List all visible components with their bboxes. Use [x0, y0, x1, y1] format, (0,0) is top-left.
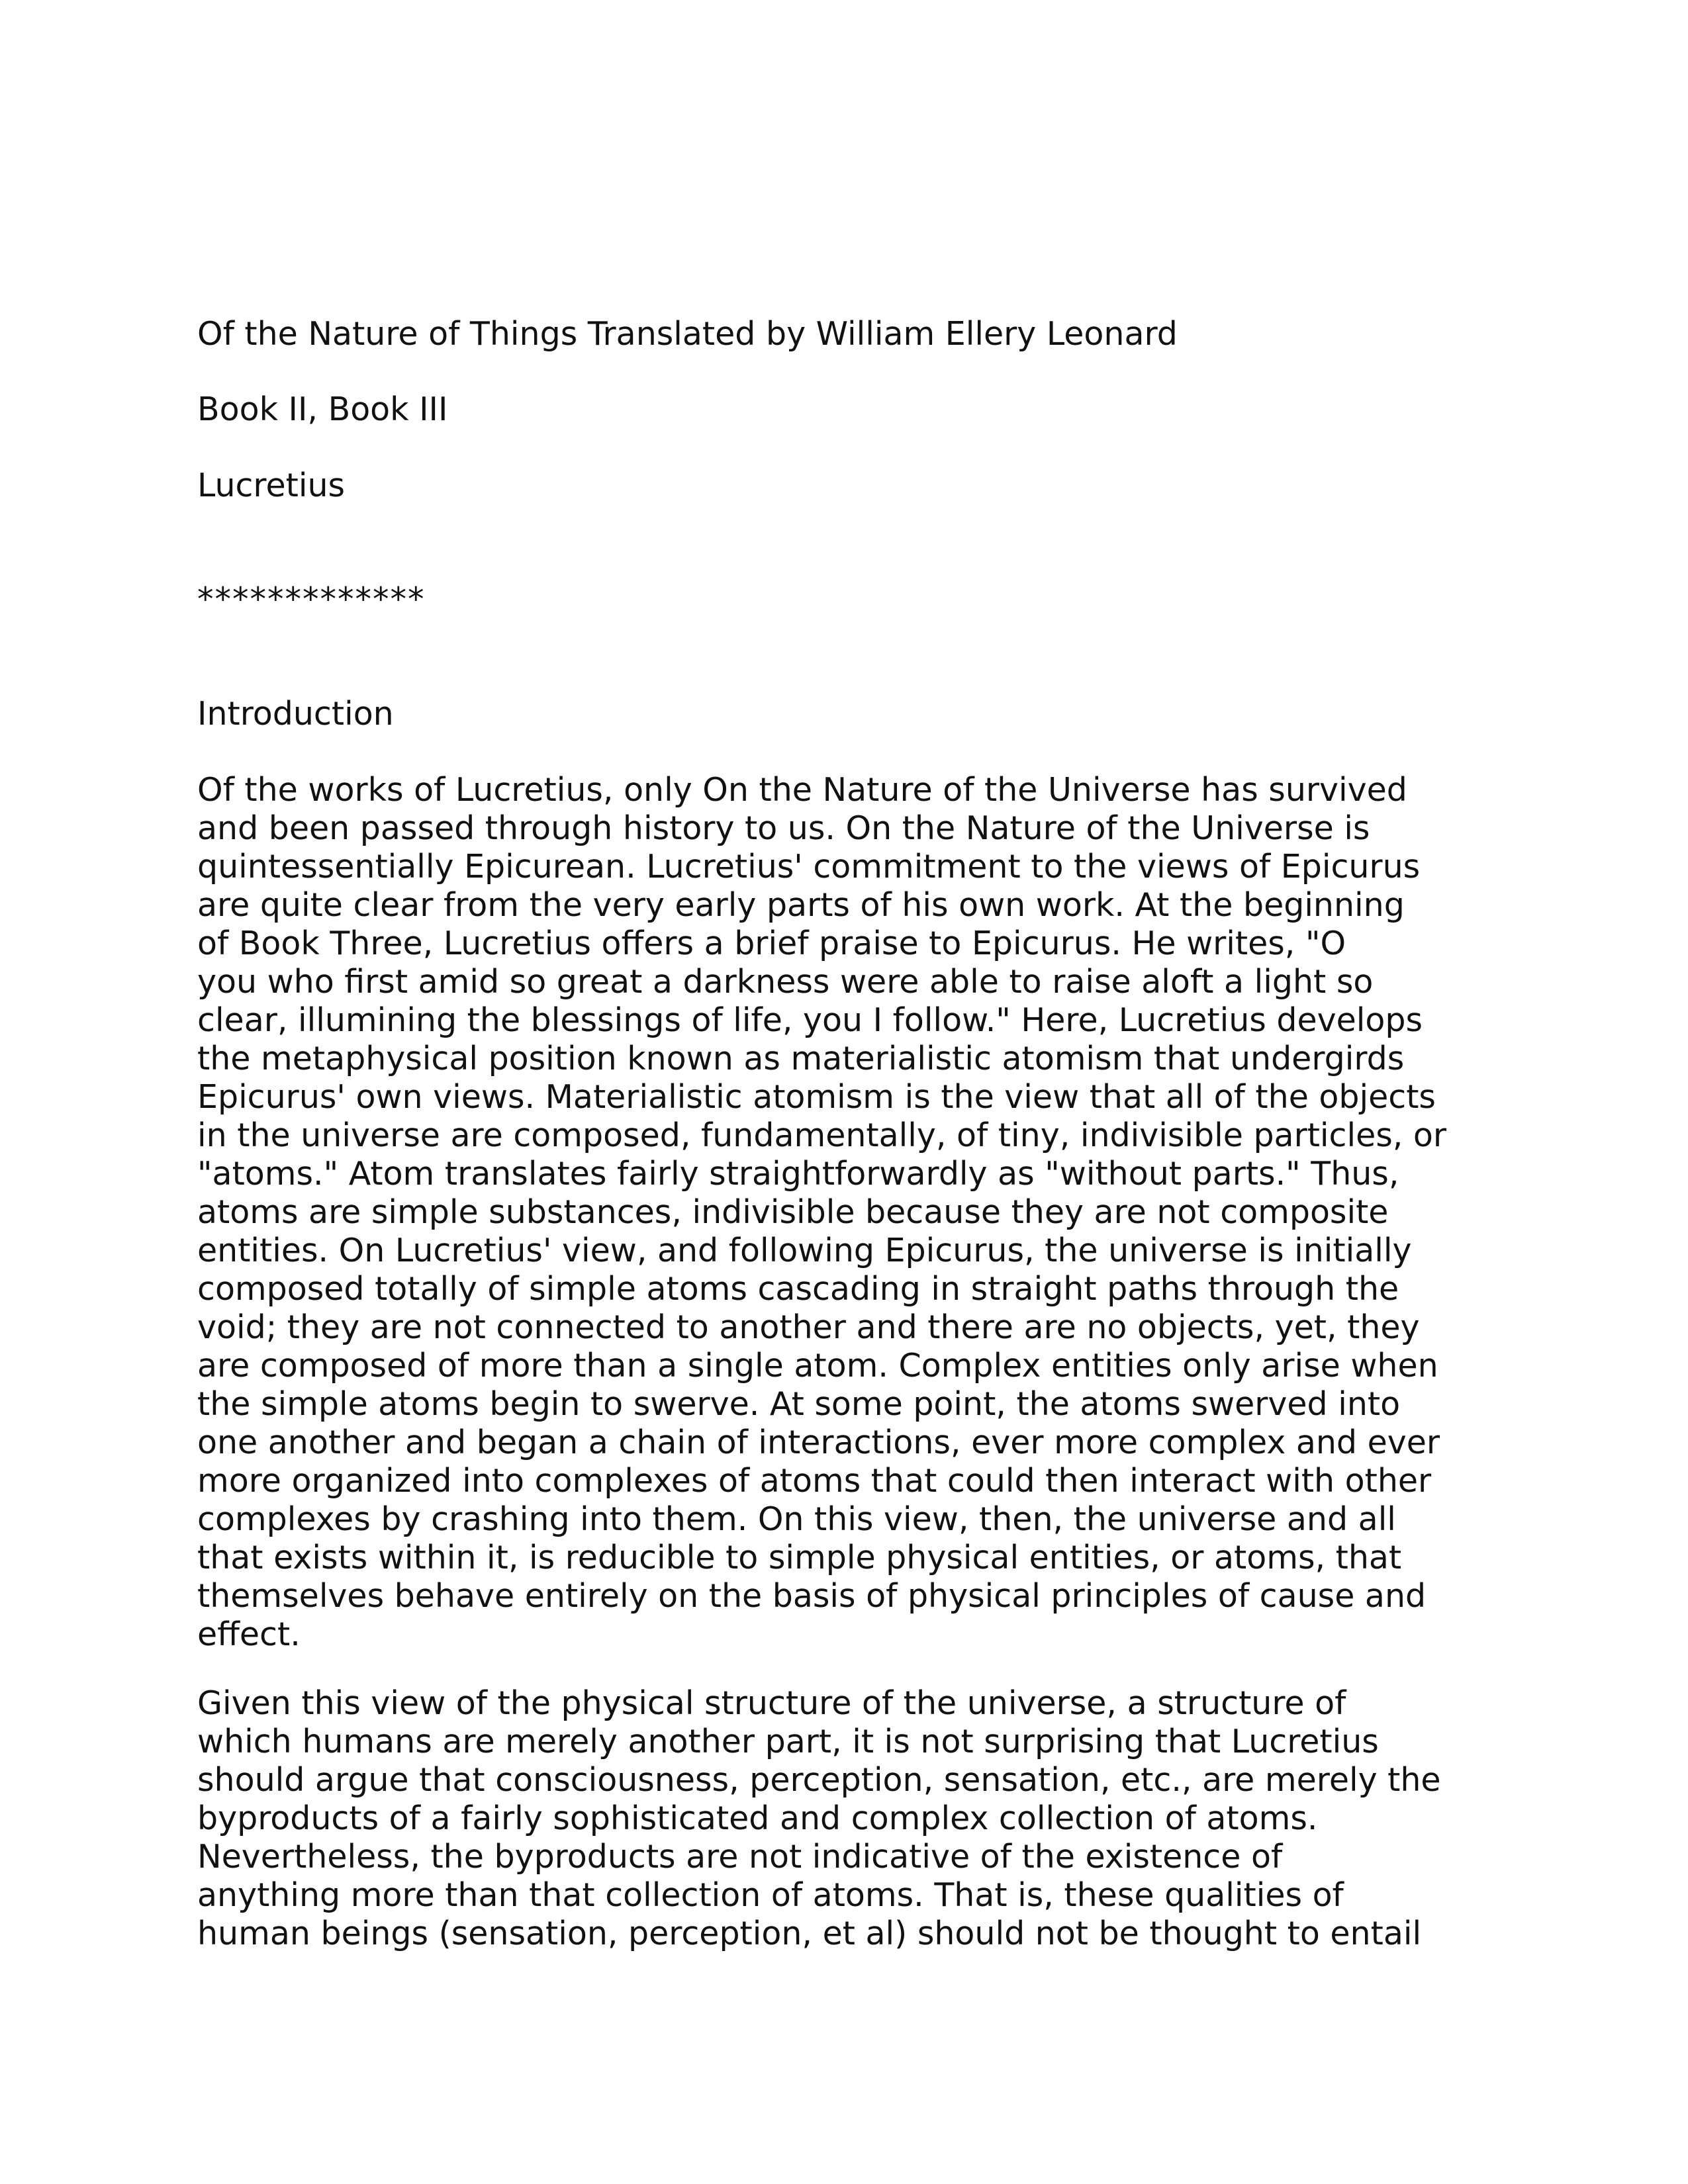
paragraph-line: human beings (sensation, perception, et al) should not be thought to entail [197, 1915, 1422, 1952]
paragraph-line: Given this view of the physical structure of the universe, a structure of [197, 1684, 1346, 1722]
paragraph-line: the simple atoms begin to swerve. At some point, the atoms swerved into [197, 1385, 1401, 1423]
paragraph-line: "atoms." Atom translates fairly straightforwardly as "without parts." Thus, [197, 1155, 1399, 1193]
book-reference: Book II, Book III [197, 390, 448, 428]
paragraph-line: byproducts of a fairly sophisticated and complex collection of atoms. [197, 1799, 1318, 1837]
paragraph-line: Nevertheless, the byproducts are not indicative of the existence of [197, 1838, 1283, 1876]
paragraph-line: void; they are not connected to another and there are no objects, yet, they [197, 1308, 1420, 1346]
author-name: Lucretius [197, 467, 346, 504]
paragraph-line: which humans are merely another part, it is not surprising that Lucretius [197, 1723, 1379, 1760]
paragraph-line: Epicurus' own views. Materialistic atomism is the view that all of the objects [197, 1078, 1436, 1116]
paragraph-line: effect. [197, 1615, 301, 1653]
paragraph-line: in the universe are composed, fundamentally, of tiny, indivisible particles, or [197, 1116, 1447, 1154]
paragraph-line: one another and began a chain of interactions, ever more complex and ever [197, 1424, 1440, 1461]
paragraph-line: of Book Three, Lucretius offers a brief praise to Epicurus. He writes, "O [197, 925, 1346, 962]
paragraph-line: anything more than that collection of atoms. That is, these qualities of [197, 1876, 1344, 1914]
paragraph-introduction-2 [197, 1684, 1495, 1953]
paragraph-introduction-1 [197, 771, 1495, 1654]
paragraph-line: themselves behave entirely on the basis of physical principles of cause and [197, 1577, 1427, 1615]
paragraph-line: clear, illumining the blessings of life, you I follow." Here, Lucretius develops [197, 1001, 1423, 1039]
paragraph-line: and been passed through history to us. On the Nature of the Universe is [197, 809, 1370, 847]
paragraph-line: atoms are simple substances, indivisible because they are not composite [197, 1193, 1389, 1231]
paragraph-line: Of the works of Lucretius, only On the Nature of the Universe has survived [197, 771, 1407, 809]
section-separator: ************* [197, 580, 426, 618]
paragraph-line: that exists within it, is reducible to simple physical entities, or atoms, that [197, 1539, 1402, 1576]
paragraph-line: composed totally of simple atoms cascading in straight paths through the [197, 1270, 1399, 1308]
section-heading: Introduction [197, 695, 394, 733]
paragraph-line: quintessentially Epicurean. Lucretius' commitment to the views of Epicurus [197, 848, 1421, 886]
paragraph-line: are composed of more than a single atom. Complex entities only arise when [197, 1347, 1438, 1385]
paragraph-line: more organized into complexes of atoms that could then interact with other [197, 1462, 1432, 1500]
paragraph-line: the metaphysical position known as materialistic atomism that undergirds [197, 1040, 1405, 1077]
paragraph-line: should argue that consciousness, perception, sensation, etc., are merely the [197, 1761, 1441, 1799]
paragraph-line: are quite clear from the very early parts of his own work. At the beginning [197, 886, 1405, 924]
document-title: Of the Nature of Things Translated by William Ellery Leonard [197, 315, 1178, 353]
paragraph-line: you who first amid so great a darkness were able to raise aloft a light so [197, 963, 1374, 1001]
paragraph-line: entities. On Lucretius' view, and following Epicurus, the universe is initially [197, 1232, 1412, 1269]
paragraph-line: complexes by crashing into them. On this view, then, the universe and all [197, 1500, 1396, 1538]
